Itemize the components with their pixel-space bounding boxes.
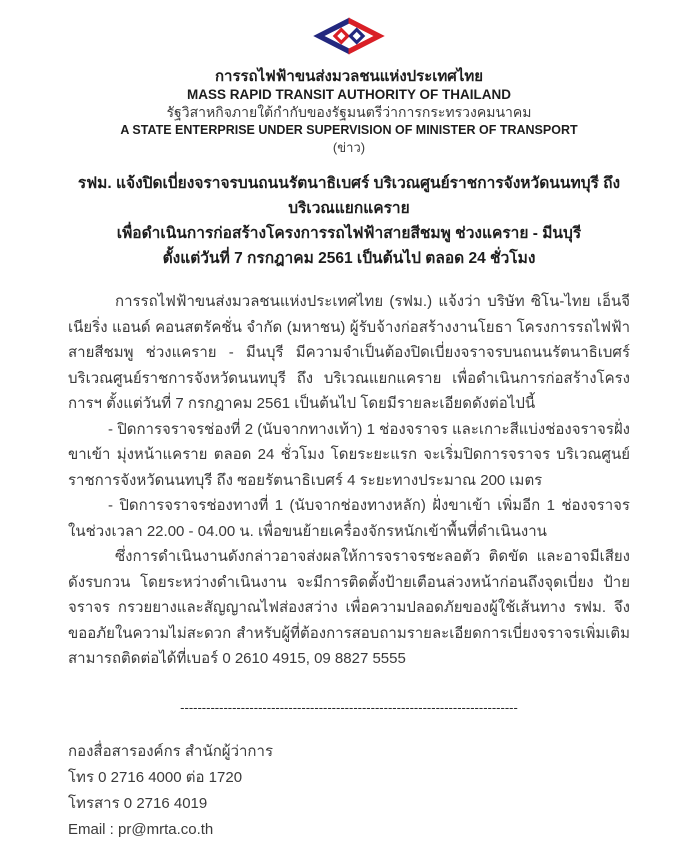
org-name-thai: การรถไฟฟ้าขนส่งมวลชนแห่งประเทศไทย xyxy=(214,68,484,85)
contact-fax: โทรสาร 0 2716 4019 xyxy=(68,794,208,812)
contact-phone: โทร 0 2716 4000 ต่อ 1720 xyxy=(68,768,243,786)
paragraph-apology-contact: ซึ่งการดำเนินงานดังกล่าวอาจส่งผลให้การจราจรชะลอตัว ติดขัด และอาจมีเสียงดังรบกวน โดยระหว่างดำเนินงาน จะมีการติดตั้งป้ายเตือนล่วงหน้าก่อนถึงจุดเบี่ยง ป้ายจราจร กรวยยางและสัญญาณไฟส่องสว่าง เพื่อความปลอดภัยของผู้ใช้เส้นทาง รฟม. จึงขออภัยในความไม่สะดวก สำหรับผู้ที่ต้องการสอบถามรายละเอียดการเบี่ยงจราจรเพิ่มเติม สามารถติดต่อได้ที่เบอร์ 0 2610 4915, 09 8827 5555 xyxy=(68,548,630,667)
supervision-line-thai: รัฐวิสาหกิจภายใต้กำกับของรัฐมนตรีว่าการกระทรวงคมนาคม xyxy=(166,104,532,120)
paragraph-intro: การรถไฟฟ้าขนส่งมวลชนแห่งประเทศไทย (รฟม.) แจ้งว่า บริษัท ซิโน-ไทย เอ็นจีเนียริ่ง แอนด์ คอนสตรัคชั่น จำกัด (มหาชน) ผู้รับจ้างก่อสร้างงานโยธา โครงการรถไฟฟ้าสายสีชมพู ช่วงแคราย - มีนบุรี มีความจำเป็นต้องปิดเบี่ยงจราจรบนถนนรัตนาธิเบศร์ บริเวณศูนย์ราชการจังหวัดนนทบุรี ถึง บริเวณแยกแคราย เพื่อดำเนินการก่อสร้างโครงการฯ ตั้งแต่วันที่ 7 กรกฎาคม 2561 เป็นต้นไป โดยมีรายละเอียดดังต่อไปนี้ xyxy=(68,293,630,412)
paragraph-closure-item-1: - ปิดการจราจรช่องที่ 2 (นับจากทางเท้า) 1 ช่องจราจร และเกาะสีแบ่งช่องจราจรฝั่งขาเข้า มุ่งหน้าแคราย ตลอด 24 ชั่วโมง โดยระยะแรก จะเริ่มปิดการจราจร บริเวณศูนย์ราชการจังหวัดนนทบุรี ถึง ซอยรัตนาธิเบศร์ 4 ระยะทางประมาณ 200 เมตร xyxy=(68,420,630,489)
mrta-logo-icon xyxy=(306,13,392,59)
headline-line-1: รฟม. แจ้งปิดเบี่ยงจราจรบนถนนรัตนาธิเบศร์ บริเวณศูนย์ราชการจังหวัดนนทบุรี ถึง บริเวณแยกแคราย xyxy=(77,175,621,217)
contact-block xyxy=(68,739,630,843)
body-text xyxy=(68,289,630,672)
headline-line-2: เพื่อดำเนินการก่อสร้างโครงการรถไฟฟ้าสายสีชมพู ช่วงแคราย - มีนบุรี xyxy=(116,225,582,242)
contact-department: กองสื่อสารองค์กร สำนักผู้ว่าการ xyxy=(68,742,273,760)
supervision-line-english: A STATE ENTERPRISE UNDER SUPERVISION OF MINISTER OF TRANSPORT xyxy=(120,123,578,137)
org-name-english: MASS RAPID TRANSIT AUTHORITY OF THAILAND xyxy=(187,87,511,102)
letterhead xyxy=(68,68,630,156)
headline-line-3: ตั้งแต่วันที่ 7 กรกฎาคม 2561 เป็นต้นไป ตลอด 24 ชั่วโมง xyxy=(162,250,536,267)
document-type-label: (ข่าว) xyxy=(332,140,366,155)
contact-email: Email : pr@mrta.co.th xyxy=(68,820,214,838)
dashed-separator: ------------------------------------------------------------------------------ xyxy=(180,699,518,715)
headline xyxy=(68,171,630,271)
paragraph-closure-item-2: - ปิดการจราจรช่องทางที่ 1 (นับจากช่องทางหลัก) ฝั่งขาเข้า เพิ่มอีก 1 ช่องจราจร ในช่วงเวลา 22.00 - 04.00 น. เพื่อขนย้ายเครื่องจักรหนักเข้าพื้นที่ดำเนินงาน xyxy=(68,497,630,540)
logo-container xyxy=(68,13,630,64)
